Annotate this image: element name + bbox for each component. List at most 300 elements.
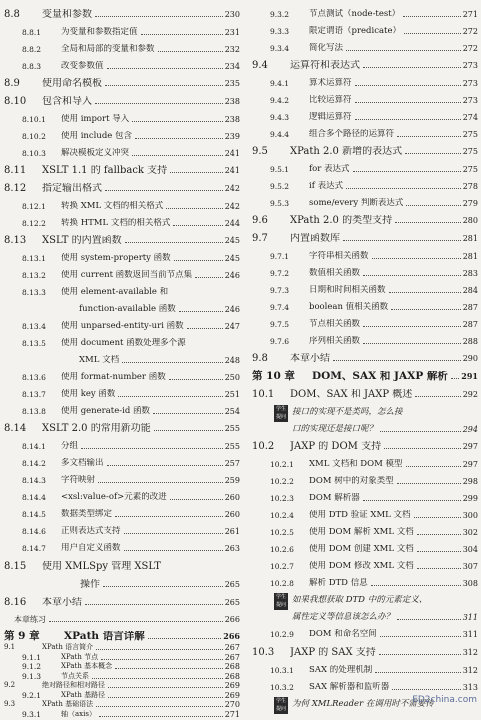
toc-entry-page: 232 bbox=[224, 45, 240, 54]
toc-entry-number: 9.4.3 bbox=[270, 113, 290, 122]
dot-leader bbox=[343, 239, 461, 241]
toc-entry bbox=[252, 329, 478, 347]
dot-leader bbox=[118, 395, 222, 397]
toc-entry bbox=[4, 536, 240, 554]
toc-entry-number: 9.5 bbox=[252, 146, 268, 157]
toc-entry-page: 278 bbox=[462, 182, 478, 191]
toc-entry-title: 如果我想获取 DTD 中的元素定义、 bbox=[292, 595, 428, 605]
dot-leader bbox=[105, 84, 223, 86]
toc-entry-page: 297 bbox=[462, 442, 478, 451]
toc-entry-title: XPath 语言详解 bbox=[64, 631, 145, 642]
toc-entry-title: 日期和时间相关函数 bbox=[309, 285, 386, 295]
dot-leader bbox=[125, 241, 223, 243]
toc-entry-title: 包含和导入 bbox=[42, 96, 92, 107]
toc-entry bbox=[252, 469, 478, 487]
toc-entry-number: 10.2 bbox=[252, 441, 275, 452]
toc-entry-title: 用户自定义函数 bbox=[61, 543, 121, 553]
dot-leader bbox=[135, 137, 223, 139]
toc-entry-number: 8.10.2 bbox=[22, 132, 46, 141]
dot-leader bbox=[153, 412, 223, 414]
toc-entry bbox=[4, 54, 240, 72]
toc-entry-number: 8.12 bbox=[4, 183, 27, 194]
dot-leader bbox=[154, 429, 223, 431]
toc-entry-page: 244 bbox=[224, 219, 240, 228]
toc-entry-title: 组合多个路径的运算符 bbox=[309, 129, 395, 139]
toc-entry-page: 288 bbox=[462, 337, 478, 346]
dot-leader bbox=[415, 395, 460, 397]
toc-entry-number: 8.14.4 bbox=[22, 493, 46, 502]
dot-leader bbox=[380, 430, 461, 432]
toc-entry-title: 接口的实现不是类吗，怎么接 bbox=[292, 407, 403, 417]
dot-leader bbox=[355, 84, 461, 86]
toc-entry-number: 8.9 bbox=[4, 78, 20, 89]
dot-leader bbox=[92, 677, 223, 679]
toc-entry bbox=[252, 191, 478, 209]
toc-entry-title: JAXP 的 SAX 支持 bbox=[290, 647, 376, 658]
toc-entry-title: SAX 解析器和监听器 bbox=[309, 682, 390, 692]
toc-entry-number: 8.11 bbox=[4, 165, 27, 176]
dot-leader bbox=[158, 50, 223, 52]
toc-entry-page: 271 bbox=[462, 10, 478, 19]
toc-entry-number: 9.7.2 bbox=[270, 269, 290, 278]
toc-entry-title: 本章小结 bbox=[290, 353, 330, 364]
toc-entry-title: XPath 基础语法 bbox=[42, 700, 94, 708]
toc-entry-page: 274 bbox=[462, 113, 478, 122]
toc-entry-page: 287 bbox=[462, 303, 478, 312]
toc-entry-page: 275 bbox=[462, 147, 478, 156]
toc-entry-number: 8.13.8 bbox=[22, 407, 46, 416]
dot-leader bbox=[405, 152, 461, 154]
toc-entry-page: 268 bbox=[224, 662, 240, 671]
dot-leader bbox=[389, 291, 461, 293]
toc-entry bbox=[252, 434, 478, 452]
toc-entry bbox=[252, 174, 478, 192]
toc-entry-title: 节点关系 bbox=[61, 671, 89, 680]
badge-text: 学生 bbox=[275, 594, 286, 600]
toc-entry bbox=[4, 211, 240, 229]
toc-entry bbox=[4, 263, 240, 281]
toc-entry bbox=[4, 246, 240, 264]
toc-entry-page: 245 bbox=[224, 254, 240, 263]
toc-entry-number: 8.8.2 bbox=[22, 45, 42, 54]
toc-entry bbox=[252, 71, 478, 89]
toc-entry-title: 解决模板定义冲突 bbox=[61, 148, 130, 158]
dot-leader bbox=[166, 207, 222, 209]
toc-entry-page: 307 bbox=[462, 562, 478, 571]
toc-entry bbox=[4, 124, 240, 142]
toc-entry-page: 242 bbox=[224, 184, 240, 193]
toc-entry-number: 9.3.3 bbox=[270, 27, 290, 36]
toc-entry-number: 8.14.5 bbox=[22, 510, 46, 519]
toc-entry-number: 9.8 bbox=[252, 353, 268, 364]
toc-entry-number: 10.3.1 bbox=[270, 666, 294, 675]
dot-leader bbox=[397, 482, 461, 484]
toc-entry-number: 8.13.1 bbox=[22, 254, 46, 263]
dot-leader bbox=[371, 584, 461, 586]
dot-leader bbox=[96, 648, 223, 650]
badge-text: 提问 bbox=[275, 706, 286, 712]
toc-entry bbox=[252, 658, 478, 676]
toc-entry-page: 283 bbox=[462, 269, 478, 278]
toc-entry-page: 279 bbox=[462, 199, 478, 208]
toc-entry-title: 指定输出格式 bbox=[42, 183, 102, 194]
toc-entry bbox=[4, 107, 240, 125]
toc-entry-title: 绝对路径和相对路径 bbox=[42, 681, 105, 689]
toc-entry-title: 使用 XMLSpy 管理 XSLT bbox=[42, 561, 161, 572]
toc-entry-page: 234 bbox=[224, 62, 240, 71]
toc-entry-title: 口的实现还是接口呢？ bbox=[292, 424, 378, 434]
dot-leader bbox=[179, 310, 223, 312]
toc-entry-page: 235 bbox=[224, 79, 240, 88]
toc-entry-title: DOM 和命名空间 bbox=[309, 629, 377, 639]
toc-entry-title: 属性定义等信息该怎么办？ bbox=[292, 612, 395, 622]
toc-entry-title: XPath 节点 bbox=[61, 652, 99, 661]
toc-entry-page: 246 bbox=[224, 271, 240, 280]
toc-entry-title: 使用 unparsed-entity-uri 函数 bbox=[61, 321, 184, 331]
dot-leader bbox=[170, 171, 223, 173]
toc-entry-title: SAX 的处理机制 bbox=[309, 665, 373, 675]
toc-entry-page: 313 bbox=[462, 683, 478, 692]
dot-leader bbox=[333, 359, 461, 361]
dot-leader bbox=[395, 221, 461, 223]
toc-entry-page: 273 bbox=[462, 79, 478, 88]
toc-entry-number: 8.10.1 bbox=[22, 115, 46, 124]
toc-entry bbox=[4, 572, 240, 590]
toc-entry bbox=[252, 19, 478, 37]
toc-entry-title: function-available 函数 bbox=[79, 304, 176, 314]
toc-entry-page: 267 bbox=[224, 643, 240, 652]
toc-entry bbox=[252, 244, 478, 262]
toc-entry-page: 254 bbox=[224, 407, 240, 416]
toc-entry-page: 246 bbox=[224, 305, 240, 314]
toc-entry-page: 294 bbox=[462, 425, 478, 434]
dot-leader bbox=[375, 671, 461, 673]
toc-entry-title: 操作 bbox=[80, 579, 100, 590]
toc-entry-page: 238 bbox=[224, 97, 240, 106]
toc-entry bbox=[4, 519, 240, 537]
dot-leader bbox=[392, 688, 461, 690]
toc-entry bbox=[4, 502, 240, 520]
dot-leader bbox=[115, 515, 223, 517]
badge-text: 学生 bbox=[275, 406, 286, 412]
dot-leader bbox=[107, 67, 223, 69]
toc-entry-number: 9.3 bbox=[4, 700, 16, 708]
watermark: ED2china.com bbox=[412, 695, 477, 705]
dot-leader bbox=[122, 361, 223, 363]
toc-entry-number: 10.2.8 bbox=[270, 579, 294, 588]
toc-entry-page: 287 bbox=[462, 320, 478, 329]
toc-entry-number: 9.1.2 bbox=[22, 662, 42, 671]
toc-entry-number: 9.2 bbox=[4, 681, 16, 689]
toc-entry-page: 299 bbox=[462, 494, 478, 503]
toc-entry-number: 8.16 bbox=[4, 597, 27, 608]
toc-entry-number: 9.7 bbox=[252, 233, 268, 244]
toc-entry-title: DOM、SAX 和 JAXP 概述 bbox=[290, 389, 413, 400]
dot-leader bbox=[353, 170, 461, 172]
toc-entry-page: 260 bbox=[224, 493, 240, 502]
toc-entry bbox=[4, 434, 240, 452]
toc-entry-title: 节点相关函数 bbox=[309, 319, 361, 329]
toc-entry bbox=[252, 2, 478, 20]
toc-entry-number: 8.13.2 bbox=[22, 271, 46, 280]
dot-leader bbox=[417, 533, 461, 535]
toc-entry-page: 311 bbox=[462, 613, 478, 622]
toc-entry bbox=[4, 416, 240, 434]
dot-leader bbox=[132, 120, 222, 122]
toc-entry-number: 10.2.1 bbox=[270, 460, 294, 469]
toc-entry bbox=[252, 157, 478, 175]
toc-entry-number: 9.3.4 bbox=[270, 44, 290, 53]
toc-entry-page: 284 bbox=[462, 286, 478, 295]
toc-entry bbox=[4, 141, 240, 159]
toc-entry-number: 9.7.3 bbox=[270, 286, 290, 295]
toc-entry-title: 限定谓语（predicate） bbox=[309, 26, 401, 36]
dot-leader bbox=[81, 447, 223, 449]
toc-entry-title: XSLT 1.1 的 fallback 支持 bbox=[42, 165, 168, 176]
toc-entry bbox=[4, 176, 240, 194]
toc-entry-page: 269 bbox=[224, 690, 240, 700]
toc-entry-number: 8.8.1 bbox=[22, 28, 42, 37]
toc-entry-number: 9.7.5 bbox=[270, 320, 290, 329]
toc-entry bbox=[252, 382, 478, 400]
toc-entry-title: 运算符和表达式 bbox=[290, 60, 360, 71]
toc-entry-title: 使用 key 函数 bbox=[61, 389, 116, 399]
toc-entry-title: 多文档输出 bbox=[61, 458, 104, 468]
dot-leader bbox=[417, 567, 461, 569]
toc-entry-page: 272 bbox=[462, 44, 478, 53]
toc-entry-title: 使用 element-available 和 bbox=[61, 287, 169, 297]
toc-entry-page: 268 bbox=[224, 671, 240, 681]
toc-entry-number: 8.14.1 bbox=[22, 442, 46, 451]
dot-leader bbox=[107, 464, 223, 466]
toc-entry bbox=[252, 226, 478, 244]
toc-entry-page: 272 bbox=[462, 27, 478, 36]
toc-entry-page: 242 bbox=[224, 202, 240, 211]
toc-entry-number: 8.15 bbox=[4, 561, 27, 572]
dot-leader bbox=[355, 101, 461, 103]
toc-entry-title: 使用 system-property 函数 bbox=[61, 253, 171, 263]
toc-entry bbox=[252, 452, 478, 470]
dot-leader bbox=[363, 342, 461, 344]
dot-leader bbox=[404, 32, 461, 34]
dot-leader bbox=[346, 187, 461, 189]
toc-entry-page: 238 bbox=[224, 115, 240, 124]
toc-entry-page: 304 bbox=[462, 545, 478, 554]
toc-entry-title: 为何 XMLReader 在调用时不需要传 bbox=[292, 699, 434, 709]
toc-entry-title: 字符串相关函数 bbox=[309, 251, 369, 261]
toc-entry-number: 10.2.9 bbox=[270, 630, 294, 639]
toc-entry-page: 281 bbox=[462, 252, 478, 261]
student-question-badge bbox=[274, 697, 288, 714]
toc-entry-page: 275 bbox=[462, 130, 478, 139]
toc-entry-page: 298 bbox=[462, 477, 478, 486]
toc-entry-page: 231 bbox=[224, 28, 240, 37]
badge-text: 提问 bbox=[275, 414, 286, 420]
toc-entry-number: 9.5.1 bbox=[270, 165, 290, 174]
dot-leader bbox=[397, 135, 461, 137]
toc-entry-page: 255 bbox=[224, 424, 240, 433]
toc-entry-number: 9.4.1 bbox=[270, 79, 290, 88]
toc-entry-number: 9.5.2 bbox=[270, 182, 290, 191]
toc-entry bbox=[4, 607, 240, 625]
toc-entry bbox=[4, 158, 240, 176]
dot-leader bbox=[372, 257, 461, 259]
toc-entry-title: 分组 bbox=[61, 441, 79, 451]
toc-entry bbox=[4, 590, 240, 608]
toc-entry-number: 8.14.7 bbox=[22, 544, 46, 553]
toc-entry-number: 9.1.3 bbox=[22, 671, 42, 681]
dot-leader bbox=[363, 325, 461, 327]
toc-entry bbox=[4, 37, 240, 55]
toc-entry-number: 10.2.7 bbox=[270, 562, 294, 571]
toc-entry-number: 8.13.4 bbox=[22, 322, 46, 331]
toc-entry-number: 9.3.1 bbox=[22, 709, 42, 719]
toc-entry-number: 第 10 章 bbox=[252, 370, 295, 382]
toc-entry bbox=[252, 571, 478, 589]
toc-entry-title: XPath 基本概念 bbox=[61, 662, 113, 670]
dot-leader bbox=[174, 259, 223, 261]
toc-entry bbox=[252, 675, 478, 693]
toc-entry-page: 290 bbox=[462, 354, 478, 363]
dot-leader bbox=[363, 499, 461, 501]
toc-entry-number: 9.7.1 bbox=[270, 252, 290, 261]
toc-entry bbox=[4, 228, 240, 246]
toc-entry-title: for 表达式 bbox=[309, 164, 350, 174]
toc-entry-page: 308 bbox=[462, 579, 478, 588]
toc-entry-page: 312 bbox=[462, 666, 478, 675]
dot-leader bbox=[187, 327, 223, 329]
toc-entry bbox=[252, 312, 478, 330]
toc-entry-page: 311 bbox=[462, 630, 478, 639]
toc-entry-title: 数据类型绑定 bbox=[61, 509, 113, 519]
toc-entry bbox=[4, 314, 240, 332]
toc-entry-page: 271 bbox=[224, 709, 240, 719]
dot-leader bbox=[132, 154, 223, 156]
toc-entry bbox=[4, 89, 240, 107]
toc-entry-title: XSLT 的内置函数 bbox=[42, 235, 122, 246]
toc-entry-number: 9.1.1 bbox=[22, 652, 42, 662]
toc-entry-page: 265 bbox=[224, 580, 240, 589]
toc-entry-title: 使用 DTD 验证 XML 文档 bbox=[309, 510, 411, 520]
toc-entry-number: 8.14.3 bbox=[22, 476, 46, 485]
toc-entry-number: 8.8 bbox=[4, 9, 20, 20]
toc-entry-title: 比较运算符 bbox=[309, 95, 352, 105]
toc-entry-page: 241 bbox=[224, 149, 240, 158]
toc-entry-title: XPath 语言简介 bbox=[42, 643, 94, 651]
dot-leader bbox=[169, 378, 223, 380]
toc-entry bbox=[252, 605, 478, 623]
dot-leader bbox=[115, 667, 223, 669]
toc-entry-title: 正则表达式支持 bbox=[61, 526, 121, 536]
toc-entry-title: XPath 2.0 新增的表达式 bbox=[290, 146, 403, 157]
dot-leader bbox=[103, 585, 223, 587]
dot-leader bbox=[49, 620, 223, 622]
toc-entry-number: 9.7.6 bbox=[270, 337, 290, 346]
toc-entry-page: 239 bbox=[224, 132, 240, 141]
toc-entry-title: XSLT 2.0 的常用新功能 bbox=[42, 423, 151, 434]
toc-entry-title: 使用 current 函数返回当前节点集 bbox=[61, 270, 193, 280]
toc-entry-title: JAXP 的 DOM 支持 bbox=[290, 441, 382, 452]
toc-entry-page: 255 bbox=[224, 442, 240, 451]
toc-entry-number: 10.1 bbox=[252, 389, 275, 400]
dot-leader bbox=[95, 15, 223, 17]
toc-entry-title: 使用 DOM 创建 XML 文档 bbox=[309, 544, 414, 554]
toc-entry-page: 247 bbox=[224, 322, 240, 331]
toc-entry-number: 9.4.2 bbox=[270, 96, 290, 105]
dot-leader bbox=[451, 377, 459, 379]
toc-entry bbox=[252, 417, 478, 435]
badge-text: 学生 bbox=[275, 698, 286, 704]
toc-entry bbox=[4, 485, 240, 503]
toc-entry bbox=[252, 36, 478, 54]
toc-entry-number: 9.6 bbox=[252, 215, 268, 226]
toc-entry-title: 逻辑运算符 bbox=[309, 112, 352, 122]
toc-entry-title: 使用 document 函数处理多个源 bbox=[61, 338, 186, 348]
dot-leader bbox=[414, 516, 461, 518]
dot-leader bbox=[406, 204, 460, 206]
toc-entry-page: 248 bbox=[224, 356, 240, 365]
toc-entry-number: 10.2.2 bbox=[270, 477, 294, 486]
dot-leader bbox=[384, 447, 461, 449]
toc-entry-title: 字符映射 bbox=[61, 475, 96, 485]
toc-entry-number: 10.2.3 bbox=[270, 494, 294, 503]
toc-entry bbox=[252, 346, 478, 364]
toc-entry-number: 9.4.4 bbox=[270, 130, 290, 139]
toc-entry bbox=[4, 20, 240, 38]
toc-entry bbox=[252, 554, 478, 572]
toc-entry bbox=[252, 88, 478, 106]
toc-entry-page: 291 bbox=[461, 371, 478, 381]
dot-leader bbox=[363, 274, 461, 276]
toc-entry-title: 解析 DTD 信息 bbox=[309, 578, 368, 588]
toc-entry-title: 使用 include 包含 bbox=[61, 131, 133, 141]
toc-entry-number: 8.8.3 bbox=[22, 62, 42, 71]
toc-entry bbox=[4, 554, 240, 572]
dot-leader bbox=[379, 653, 461, 655]
toc-entry-title: 使用 DOM 解析 XML 文档 bbox=[309, 527, 414, 537]
toc-entry-number: 10.3 bbox=[252, 647, 275, 658]
dot-leader bbox=[391, 308, 461, 310]
toc-entry-title: 本章小结 bbox=[42, 597, 82, 608]
toc-entry bbox=[252, 53, 478, 71]
toc-entry-title: 内置函数库 bbox=[290, 233, 340, 244]
toc-entry-page: 251 bbox=[224, 390, 240, 399]
dot-leader bbox=[403, 15, 461, 17]
toc-entry-number: 8.14.6 bbox=[22, 527, 46, 536]
toc-entry-page: 230 bbox=[224, 10, 240, 19]
toc-entry bbox=[4, 194, 240, 212]
toc-entry-number: 第 9 章 bbox=[4, 630, 40, 642]
toc-entry bbox=[4, 382, 240, 400]
dot-leader bbox=[195, 276, 223, 278]
toc-entry-page: 260 bbox=[224, 510, 240, 519]
toc-entry-number: 10.2.5 bbox=[270, 528, 294, 537]
toc-entry bbox=[252, 640, 478, 658]
toc-entry bbox=[4, 399, 240, 417]
toc-entry-title: 使用 generate-id 函数 bbox=[61, 406, 150, 416]
toc-entry-title: boolean 值相关函数 bbox=[309, 302, 389, 312]
toc-entry-number: 8.14 bbox=[4, 423, 27, 434]
toc-entry-number: 8.12.1 bbox=[22, 202, 46, 211]
toc-entry-page: 267 bbox=[224, 652, 240, 662]
toc-entry-number: 8.13.3 bbox=[22, 288, 46, 297]
dot-leader bbox=[346, 49, 461, 51]
toc-entry-title: XML 文档和 DOM 模型 bbox=[309, 459, 403, 469]
toc-entry-page: 250 bbox=[224, 373, 240, 382]
toc-entry bbox=[4, 709, 240, 720]
toc-entry-number: 8.13.7 bbox=[22, 390, 46, 399]
toc-entry-title: 算术运算符 bbox=[309, 78, 352, 88]
